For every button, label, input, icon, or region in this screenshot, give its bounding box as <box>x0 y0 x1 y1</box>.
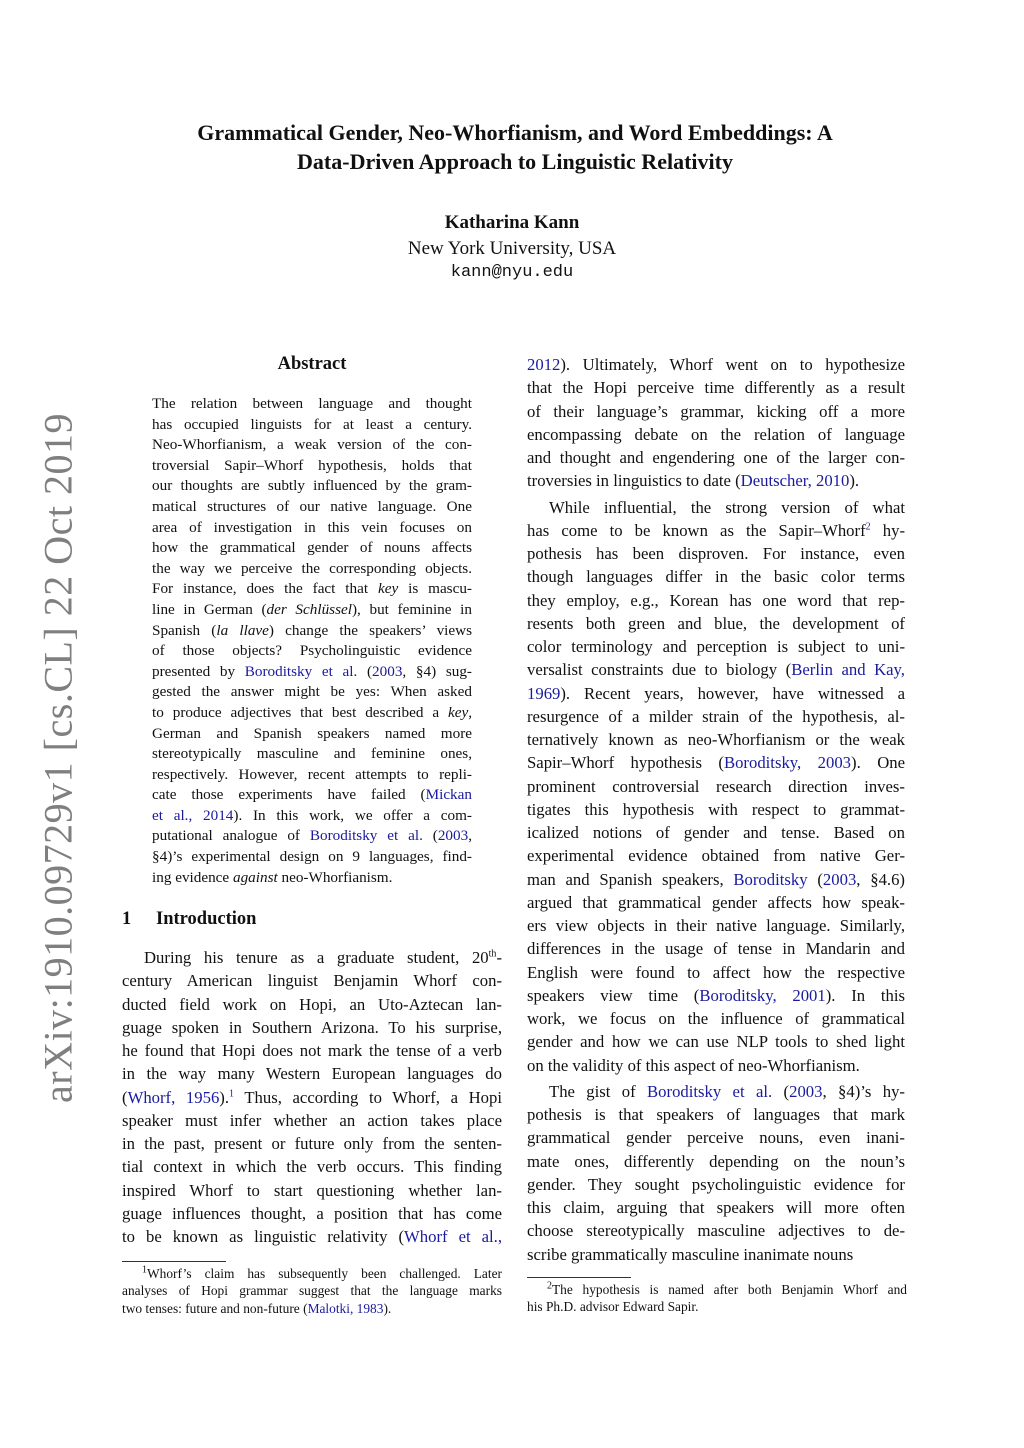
text-line: has come to be known as the Sapir–Whorf$^2$ hy- <box>527 520 906 540</box>
text-line: gender and how we can use NLP tools to shed light <box>527 1032 905 1052</box>
text-line: argued that grammatical gender affects how speak- <box>527 892 905 912</box>
text-line: man and Spanish speakers, Boroditsky (2003, §4.6) <box>527 869 905 889</box>
citation-link[interactable]: 2003 <box>372 662 403 680</box>
text-line: presented by Boroditsky et al. (2003, §4) sug- <box>152 662 472 680</box>
text-line: $^1$Whorf’s claim has subsequently been challenged. Later <box>142 1264 502 1281</box>
text-line: to be known as linguistic relativity (Whorf et al., <box>122 1227 503 1246</box>
text-line: in the way many Western European languages do <box>122 1064 502 1084</box>
text-line: in the past, present or future only from the senten- <box>122 1134 502 1153</box>
text-line: guage spoken in Southern Arizona. To his surprise, <box>122 1017 502 1037</box>
text-line: experimental evidence obtained from native Ger- <box>527 846 905 866</box>
text-line: differences in the usage of tense in Mandarin and <box>527 939 905 959</box>
citation-link[interactable]: Deutscher, 2010 <box>740 471 850 491</box>
abstract-heading: Abstract <box>277 354 347 374</box>
text-line: 2012). Ultimately, Whorf went on to hypothesize <box>527 355 905 374</box>
text-line: While influential, the strong version of what <box>549 497 905 517</box>
text-line: $^2$The hypothesis is named after both Benjamin Whorf and <box>547 1280 907 1297</box>
text-line: century American linguist Benjamin Whorf con- <box>122 971 502 991</box>
footnote-rule-right <box>527 1277 631 1278</box>
author-email[interactable]: kann@nyu.edu <box>450 263 574 282</box>
text-line: troversial Sapir–Whorf hypothesis, holds that <box>152 456 472 474</box>
text-line: speakers view time (Boroditsky, 2001). In this <box>527 985 905 1005</box>
abstract-body <box>152 394 472 888</box>
text-line: respectively. However, recent attempts to repli- <box>152 765 472 783</box>
text-line: resents both green and blue, the development of <box>527 613 905 633</box>
author-affiliation: New York University, USA <box>407 238 617 259</box>
text-line: of their language’s grammar, kicking off a more <box>527 401 905 421</box>
citation-link[interactable]: 1 <box>229 1087 235 1099</box>
text-line: ers view objects in their native language. Similarly, <box>527 916 905 935</box>
text-line: inspired Whorf to start questioning whether lan- <box>122 1180 502 1200</box>
text-line: German and Spanish speakers named more <box>152 724 472 742</box>
section-heading <box>122 906 256 932</box>
footnote-rule-left <box>122 1261 226 1262</box>
citation-link[interactable]: Whorf et al., <box>404 1227 503 1246</box>
text-line: and thought and engendering one of the larger con- <box>527 448 905 467</box>
text-line: (Whorf, 1956).$^1$ Thus, according to Whorf, a Hopi <box>122 1087 502 1107</box>
introduction-text <box>122 946 502 1248</box>
citation-link[interactable]: 1969 <box>527 683 561 703</box>
section-title: Introduction <box>156 909 257 929</box>
citation-link[interactable]: Berlin and Kay, <box>791 660 905 680</box>
text-line: English were found to affect how the respective <box>527 962 905 982</box>
text-line: stereotypically masculine and feminine ones, <box>152 745 472 763</box>
text-line: For instance, does the fact that key is mascu- <box>152 580 472 598</box>
text-line: versalist constraints due to biology (Berlin and Kay, <box>527 660 905 680</box>
text-line: grammatical gender perceive nouns, even inani- <box>527 1128 905 1148</box>
text-line: the way we perceive the corresponding objects. <box>152 559 472 577</box>
text-line: has occupied linguists for at least a century. <box>152 415 472 433</box>
text-line: though languages differ in the basic color terms <box>527 567 905 587</box>
text-line: Sapir–Whorf hypothesis (Boroditsky, 2003). One <box>527 753 905 773</box>
text-line: how the grammatical gender of nouns affects <box>152 539 472 557</box>
text-line: prominent controversial research direction inves- <box>527 776 905 796</box>
citation-link[interactable]: Boroditsky, 2001 <box>699 985 826 1005</box>
text-line: they employ, e.g., Korean has one word that rep- <box>527 590 905 610</box>
citation-link[interactable]: Boroditsky, 2003 <box>723 753 852 773</box>
text-line: ing evidence against neo-Whorfianism. <box>152 868 393 886</box>
citation-link[interactable]: 2 <box>865 521 871 533</box>
text-line: our thoughts are subtly influenced by the gram- <box>152 477 472 495</box>
citation-link[interactable]: Mickan <box>425 786 472 804</box>
text-line: tial context in which the verb occurs. This finding <box>122 1157 502 1177</box>
author-name: Katharina Kann <box>444 212 580 233</box>
text-line: Spanish (la llave) change the speakers’ views <box>152 621 473 639</box>
text-line: area of investigation in this vein focuses on <box>152 518 472 536</box>
citation-link[interactable]: Boroditsky et al. <box>309 827 423 845</box>
text-line: cate those experiments have failed (Mickan <box>152 786 472 804</box>
text-line: gested the answer might be yes: When asked <box>152 683 472 701</box>
citation-link[interactable]: Boroditsky et al. <box>244 662 358 680</box>
citation-link[interactable]: Malotki, 1983 <box>307 1300 384 1316</box>
text-line: matical structures of our native language. One <box>152 497 472 515</box>
title-line: Grammatical Gender, Neo-Whorfianism, and Word Embeddings: A <box>197 120 833 145</box>
text-line: §4)’s experimental design on 9 languages, find- <box>152 848 472 866</box>
text-line: The relation between language and thought <box>152 395 472 412</box>
footnote-2 <box>527 1281 907 1316</box>
text-line: ternatively known as neo-Whorfianism or the weak <box>527 730 905 749</box>
text-line: this claim, arguing that speakers will more often <box>527 1198 905 1217</box>
citation-link[interactable]: Whorf, 1956 <box>127 1087 220 1107</box>
text-line: speaker must infer whether an action takes place <box>122 1110 502 1130</box>
text-line: that the Hopi perceive time differently as a result <box>527 378 905 398</box>
text-line: on the validity of this aspect of neo-Whorfianism. <box>527 1055 860 1075</box>
author-block <box>312 210 712 285</box>
section-number: 1 <box>122 909 132 929</box>
text-line: troversies in linguistics to date (Deutscher, 2010). <box>527 471 860 491</box>
text-line: guage influences thought, a position that has come <box>122 1203 502 1223</box>
text-line: line in German (der Schlüssel), but feminine in <box>152 600 472 618</box>
text-line: 1969). Recent years, however, have witnessed a <box>527 683 905 703</box>
citation-link[interactable]: 2003 <box>437 827 469 845</box>
text-line: tigates this hypothesis with respect to grammat- <box>527 799 905 819</box>
text-line: to produce adjectives that best described a key, <box>152 703 472 721</box>
footnote-1 <box>122 1265 502 1317</box>
text-line: putational analogue of Boroditsky et al. (2003, <box>152 827 472 845</box>
citation-link[interactable]: Boroditsky et al. <box>647 1081 773 1101</box>
text-line: scribe grammatically masculine inanimate nouns <box>527 1244 854 1264</box>
title-line: Data-Driven Approach to Linguistic Relativity <box>297 149 733 174</box>
text-line: he found that Hopi does not mark the tense of a verb <box>122 1041 502 1060</box>
text-line: analyses of Hopi grammar suggest that the language marks <box>122 1283 502 1299</box>
citation-link[interactable]: Boroditsky <box>733 869 808 889</box>
text-line: pothesis has been disproven. For instance, even <box>527 544 905 563</box>
text-line: gender. They sought psycholinguistic evidence for <box>527 1174 905 1194</box>
text-line: mate ones, differently depending on the noun’s <box>527 1151 905 1171</box>
text-line: of those objects? Psycholinguistic evidence <box>152 642 472 660</box>
citation-link[interactable]: et al., 2014 <box>152 806 234 824</box>
text-line: choose stereotypically masculine adjectives to de- <box>527 1221 905 1241</box>
paper-title <box>130 118 900 176</box>
right-column-text <box>527 353 905 1266</box>
text-line: resurgence of a milder strain of the hypothesis, al- <box>527 706 905 726</box>
text-line: work, we focus on the influence of grammatical <box>527 1009 905 1028</box>
text-line: encompassing debate on the relation of language <box>527 424 905 444</box>
text-line: pothesis is that speakers of languages that mark <box>527 1105 905 1124</box>
text-line: icalized notions of gender and tense. Based on <box>527 823 905 842</box>
text-line: two tenses: future and non-future (Malotki, 1983). <box>122 1300 392 1316</box>
text-line: Neo-Whorfianism, a weak version of the con- <box>152 436 472 454</box>
text-line: ducted field work on Hopi, an Uto-Aztecan lan- <box>122 994 502 1014</box>
citation-link[interactable]: 2012 <box>527 355 561 374</box>
arxiv-stamp: arXiv:1910.09729v1 [cs.CL] 22 Oct 2019 <box>35 412 81 1104</box>
text-line: During his tenure as a graduate student, 20th- <box>144 948 502 967</box>
citation-link[interactable]: 2003 <box>789 1081 823 1101</box>
citation-link[interactable]: 2003 <box>822 869 857 889</box>
text-line: The gist of Boroditsky et al. (2003, §4)’s hy- <box>549 1081 905 1101</box>
text-line: his Ph.D. advisor Edward Sapir. <box>527 1299 699 1315</box>
text-line: et al., 2014). In this work, we offer a com- <box>152 806 472 824</box>
text-line: color terminology and perception is subject to uni- <box>527 637 905 656</box>
